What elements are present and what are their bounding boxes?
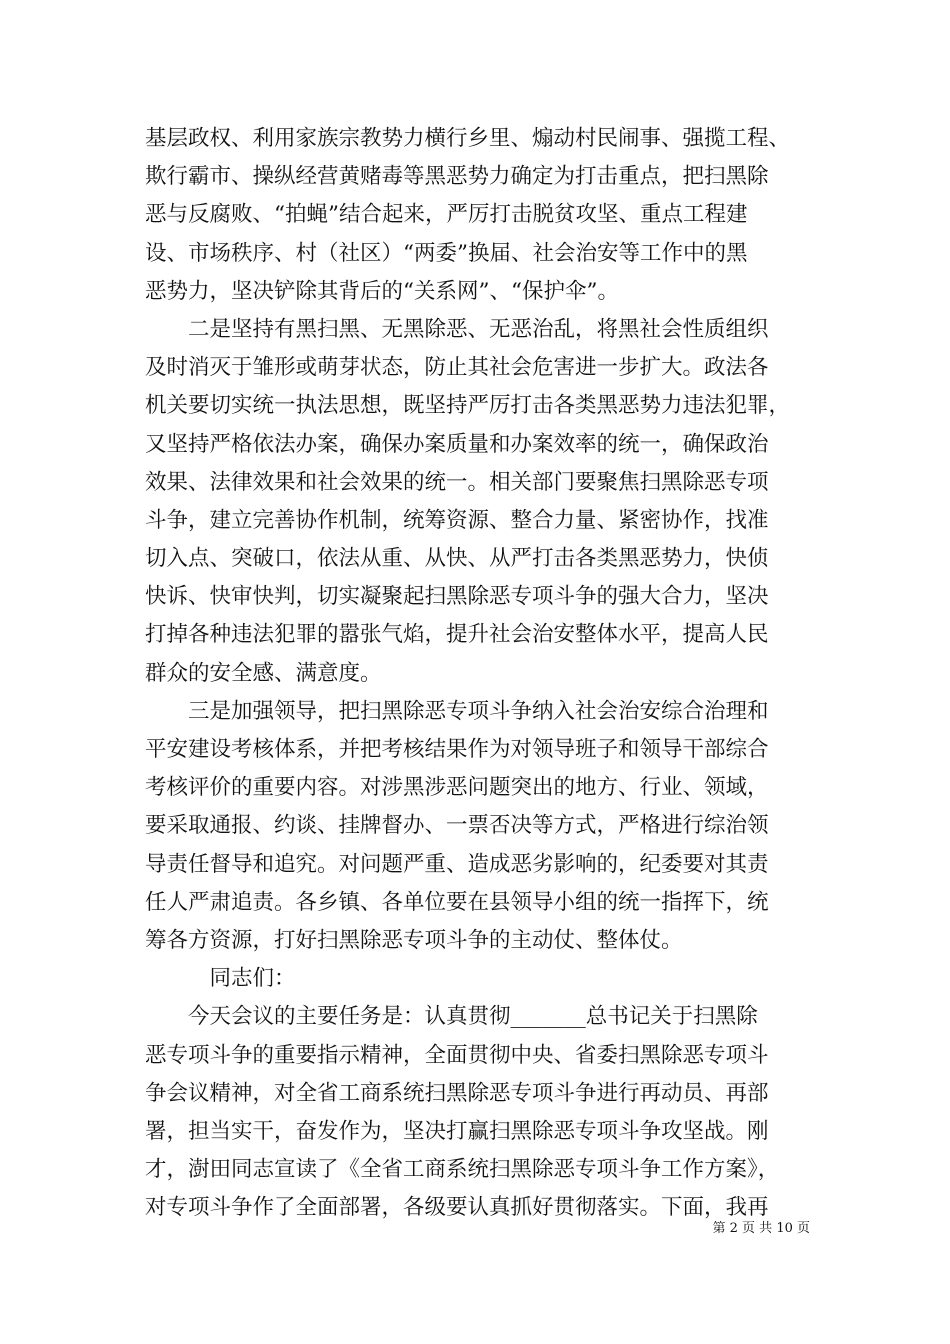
- text-line: 恶专项斗争的重要指示精神，全面贯彻中央、省委扫黑除恶专项斗: [145, 1042, 769, 1068]
- text-line: 机关要切实统一执法思想，既坚持严厉打击各类黑恶势力违法犯罪，: [145, 393, 791, 419]
- text-line: 群众的安全感、满意度。: [145, 660, 382, 686]
- text-line: 署，担当实干，奋发作为，坚决打赢扫黑除恶专项斗争攻坚战。刚: [145, 1118, 769, 1144]
- text-line: 争会议精神，对全省工商系统扫黑除恶专项斗争进行再动员、再部: [145, 1080, 769, 1106]
- text-line: 基层政权、利用家族宗教势力横行乡里、煽动村民闹事、强揽工程、: [145, 126, 791, 151]
- text-line: 筹各方资源，打好扫黑除恶专项斗争的主动仗、整体仗。: [145, 927, 683, 953]
- text-line: 快诉、快审快判，切实凝聚起扫黑除恶专项斗争的强大合力，坚决: [145, 584, 769, 610]
- text-line: 恶与反腐败、“拍蝇”结合起来，严厉打击脱贫攻坚、重点工程建: [145, 202, 748, 228]
- page-number-footer: 第 2 页 共 10 页: [712, 1221, 810, 1236]
- text-line: 考核评价的重要内容。对涉黑涉恶问题突出的地方、行业、领域，: [145, 775, 769, 801]
- text-line: 要采取通报、约谈、挂牌督办、一票否决等方式，严格进行综治领: [145, 813, 769, 839]
- text-line: 恶势力，坚决铲除其背后的“关系网”、“保护伞”。: [145, 278, 619, 304]
- text-line: 三是加强领导，把扫黑除恶专项斗争纳入社会治安综合治理和: [145, 698, 769, 724]
- text-line: 对专项斗争作了全面部署，各级要认真抓好贯彻落实。下面，我再: [145, 1195, 769, 1221]
- text-line: 才，澍田同志宣读了《全省工商系统扫黑除恶专项斗争工作方案》，: [145, 1157, 780, 1183]
- document-body: [145, 120, 805, 1227]
- text-line: 打掉各种违法犯罪的嚣张气焰，提升社会治安整体水平，提高人民: [145, 622, 769, 648]
- text-line: 平安建设考核体系，并把考核结果作为对领导班子和领导干部综合: [145, 737, 769, 762]
- text-line: 斗争，建立完善协作机制，统筹资源、整合力量、紧密协作，找准: [145, 507, 769, 533]
- text-line: 及时消灭于雏形或萌芽状态，防止其社会危害进一步扩大。政法各: [145, 355, 769, 381]
- text-line: 效果、法律效果和社会效果的统一。相关部门要聚焦扫黑除恶专项: [145, 469, 769, 495]
- text-line: 二是坚持有黑扫黑、无黑除恶、无恶治乱，将黑社会性质组织: [145, 316, 769, 342]
- text-line: 切入点、突破口，依法从重、从快、从严打击各类黑恶势力，快侦: [145, 546, 769, 572]
- text-line: 又坚持严格依法办案，确保办案质量和办案效率的统一，确保政治: [145, 431, 769, 457]
- text-line: 设、市场秩序、村（社区）“两委”换届、社会治安等工作中的黑: [145, 240, 748, 266]
- text-line: 欺行霸市、操纵经营黄赌毒等黑恶势力确定为打击重点，把扫黑除: [145, 164, 769, 190]
- text-line: 任人严肃追责。各乡镇、各单位要在县领导小组的统一指挥下，统: [145, 889, 769, 915]
- text-line: 同志们：: [145, 966, 296, 992]
- text-line: 导责任督导和追究。对问题严重、造成恶劣影响的，纪委要对其责: [145, 851, 769, 877]
- text-line: 今天会议的主要任务是：认真贯彻_______总书记关于扫黑除: [145, 1004, 758, 1030]
